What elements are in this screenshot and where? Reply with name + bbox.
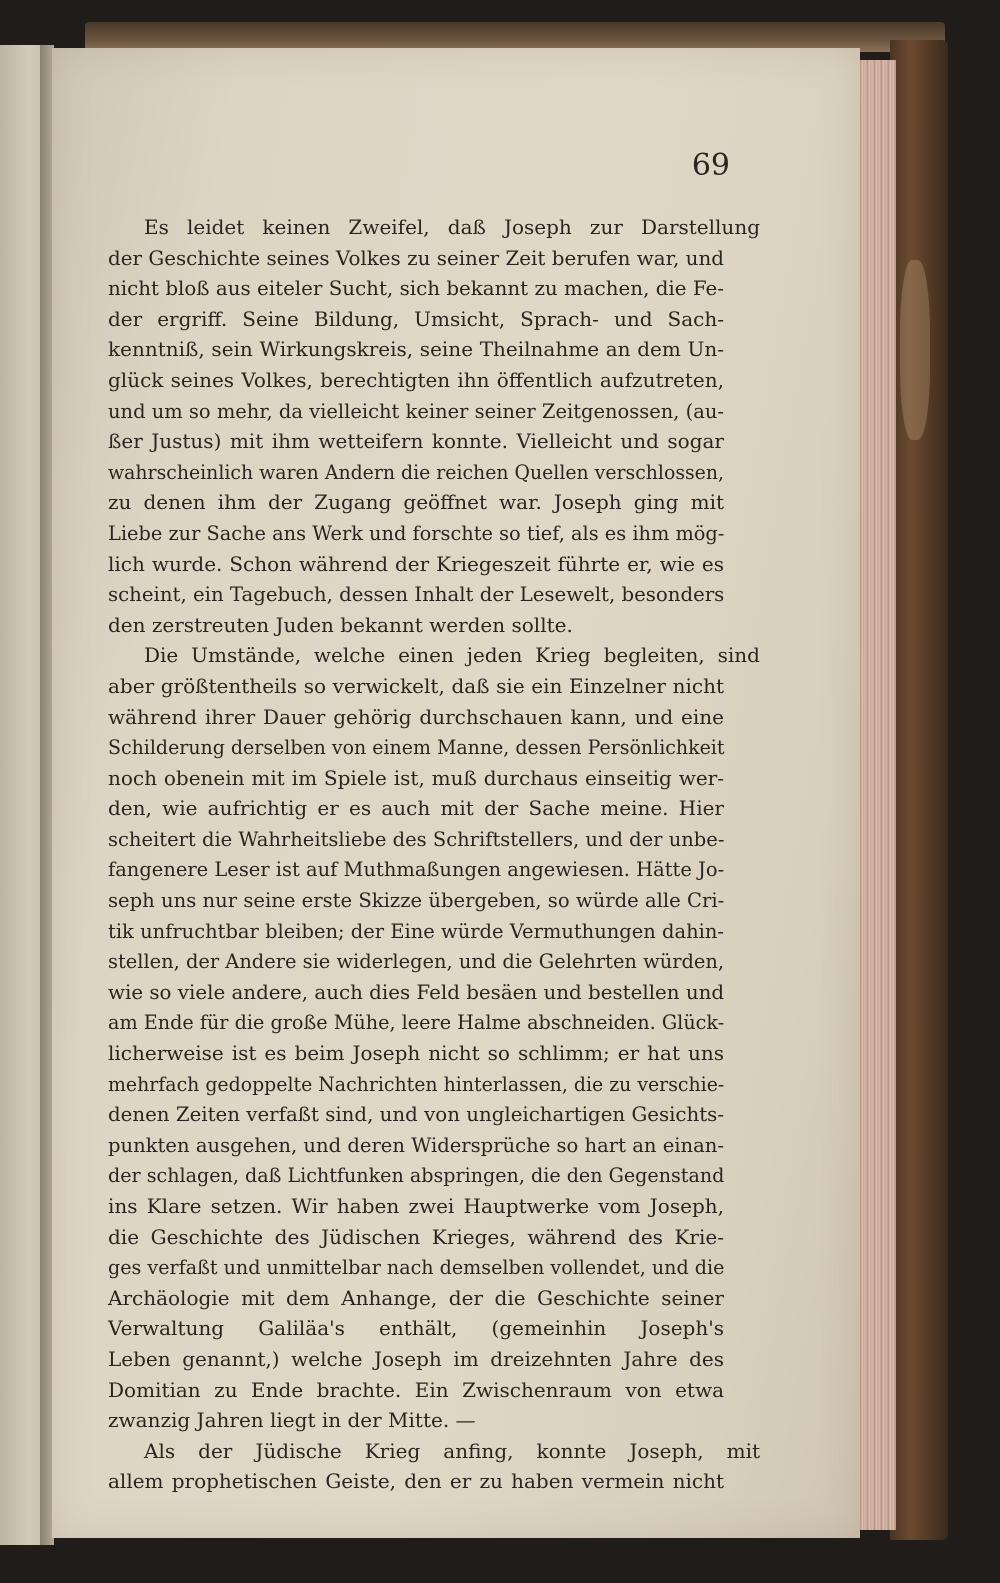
text-line: die Geschichte des Jüdischen Krieges, während des Krie- — [108, 1224, 724, 1249]
text-line: während ihrer Dauer gehörig durchschauen kann, und eine — [108, 704, 724, 729]
text-line: der schlagen, daß Lichtfunken abspringen, die den Gegenstand — [108, 1163, 725, 1188]
text-line: aber größtentheils so verwickelt, daß sie ein Einzelner nicht — [108, 673, 724, 698]
page-text — [108, 212, 760, 1497]
text-line: punkten ausgehen, und deren Widersprüche so hart an einan- — [108, 1132, 725, 1157]
text-line: Domitian zu Ende brachte. Ein Zwischenraum von etwa — [108, 1377, 724, 1402]
text-line: fangenere Leser ist auf Muthmaßungen angewiesen. Hätte Jo- — [108, 857, 725, 882]
text-line: seph uns nur seine erste Skizze übergeben, so würde alle Cri- — [108, 888, 725, 913]
text-line: Die Umstände, welche einen jeden Krieg begleiten, sind — [144, 643, 760, 668]
text-line: Liebe zur Sache ans Werk und forschte so tief, als es ihm mög- — [108, 520, 725, 545]
page-edges — [856, 60, 896, 1530]
text-line: scheint, ein Tagebuch, dessen Inhalt der Lesewelt, besonders — [108, 582, 725, 607]
text-line: den zerstreuten Juden bekannt werden sollte. — [108, 612, 573, 637]
page-number: 69 — [691, 148, 730, 183]
text-line: lich wurde. Schon während der Kriegeszeit führte er, wie es — [108, 551, 724, 576]
text-line: allem prophetischen Geiste, den er zu haben vermein nicht — [108, 1469, 724, 1494]
text-line: der ergriff. Seine Bildung, Umsicht, Sprach- und Sach- — [108, 306, 724, 331]
cover-wear-mark — [900, 260, 930, 440]
text-line: Verwaltung Galiläa's enthält, (gemeinhin Joseph's — [108, 1316, 724, 1341]
text-line: zwanzig Jahren liegt in der Mitte. — — [108, 1408, 476, 1433]
text-line: mehrfach gedoppelte Nachrichten hinterlassen, die zu verschie- — [108, 1071, 725, 1096]
text-line: und um so mehr, da vielleicht keiner seiner Zeitgenossen, (au- — [108, 398, 724, 423]
text-line: ßer Justus) mit ihm wetteifern konnte. Vielleicht und sogar — [108, 429, 724, 454]
text-line: Als der Jüdische Krieg anfing, konnte Joseph, mit — [144, 1438, 760, 1463]
text-line: zu denen ihm der Zugang geöffnet war. Joseph ging mit — [108, 490, 724, 515]
text-line: der Geschichte seines Volkes zu seiner Zeit berufen war, und — [108, 245, 724, 270]
text-line: scheitert die Wahrheitsliebe des Schriftstellers, und der unbe- — [108, 826, 725, 851]
text-line: Archäologie mit dem Anhange, der die Geschichte seiner — [108, 1285, 724, 1310]
text-line: Schilderung derselben von einem Manne, dessen Persönlichkeit — [108, 735, 725, 760]
text-line: ins Klare setzen. Wir haben zwei Hauptwerke vom Joseph, — [108, 1194, 724, 1218]
text-line: am Ende für die große Mühe, leere Halme abschneiden. Glück- — [108, 1010, 725, 1035]
text-line: kenntniß, sein Wirkungskreis, seine Theilnahme an dem Un- — [108, 337, 724, 362]
text-line: nicht bloß aus eiteler Sucht, sich bekannt zu machen, die Fe- — [108, 276, 724, 301]
text-line: licherweise ist es beim Joseph nicht so schlimm; er hat uns — [108, 1041, 724, 1066]
text-line: tik unfruchtbar bleiben; der Eine würde Vermuthungen dahin- — [108, 918, 724, 943]
text-line: ges verfaßt und unmittelbar nach demselben vollendet, und die — [108, 1255, 725, 1280]
text-line: wie so viele andere, auch dies Feld besäen und bestellen und — [108, 979, 725, 1004]
text-line: Leben genannt,) welche Joseph im dreizehnten Jahre des — [108, 1346, 724, 1371]
text-line: denen Zeiten verfaßt sind, und von ungleichartigen Gesichts- — [108, 1102, 725, 1127]
text-line: stellen, der Andere sie widerlegen, und die Gelehrten würden, — [108, 949, 725, 974]
text-line: Es leidet keinen Zweifel, daß Joseph zur Darstellung — [144, 215, 760, 239]
text-line: den, wie aufrichtig er es auch mit der Sache meine. Hier — [108, 796, 724, 821]
text-line: wahrscheinlich waren Andern die reichen Quellen verschlossen, — [108, 459, 725, 484]
text-line: glück seines Volkes, berechtigten ihn öffentlich aufzutreten, — [108, 367, 724, 392]
text-line: noch obenein mit im Spiele ist, muß durchaus einseitig wer- — [108, 765, 724, 790]
